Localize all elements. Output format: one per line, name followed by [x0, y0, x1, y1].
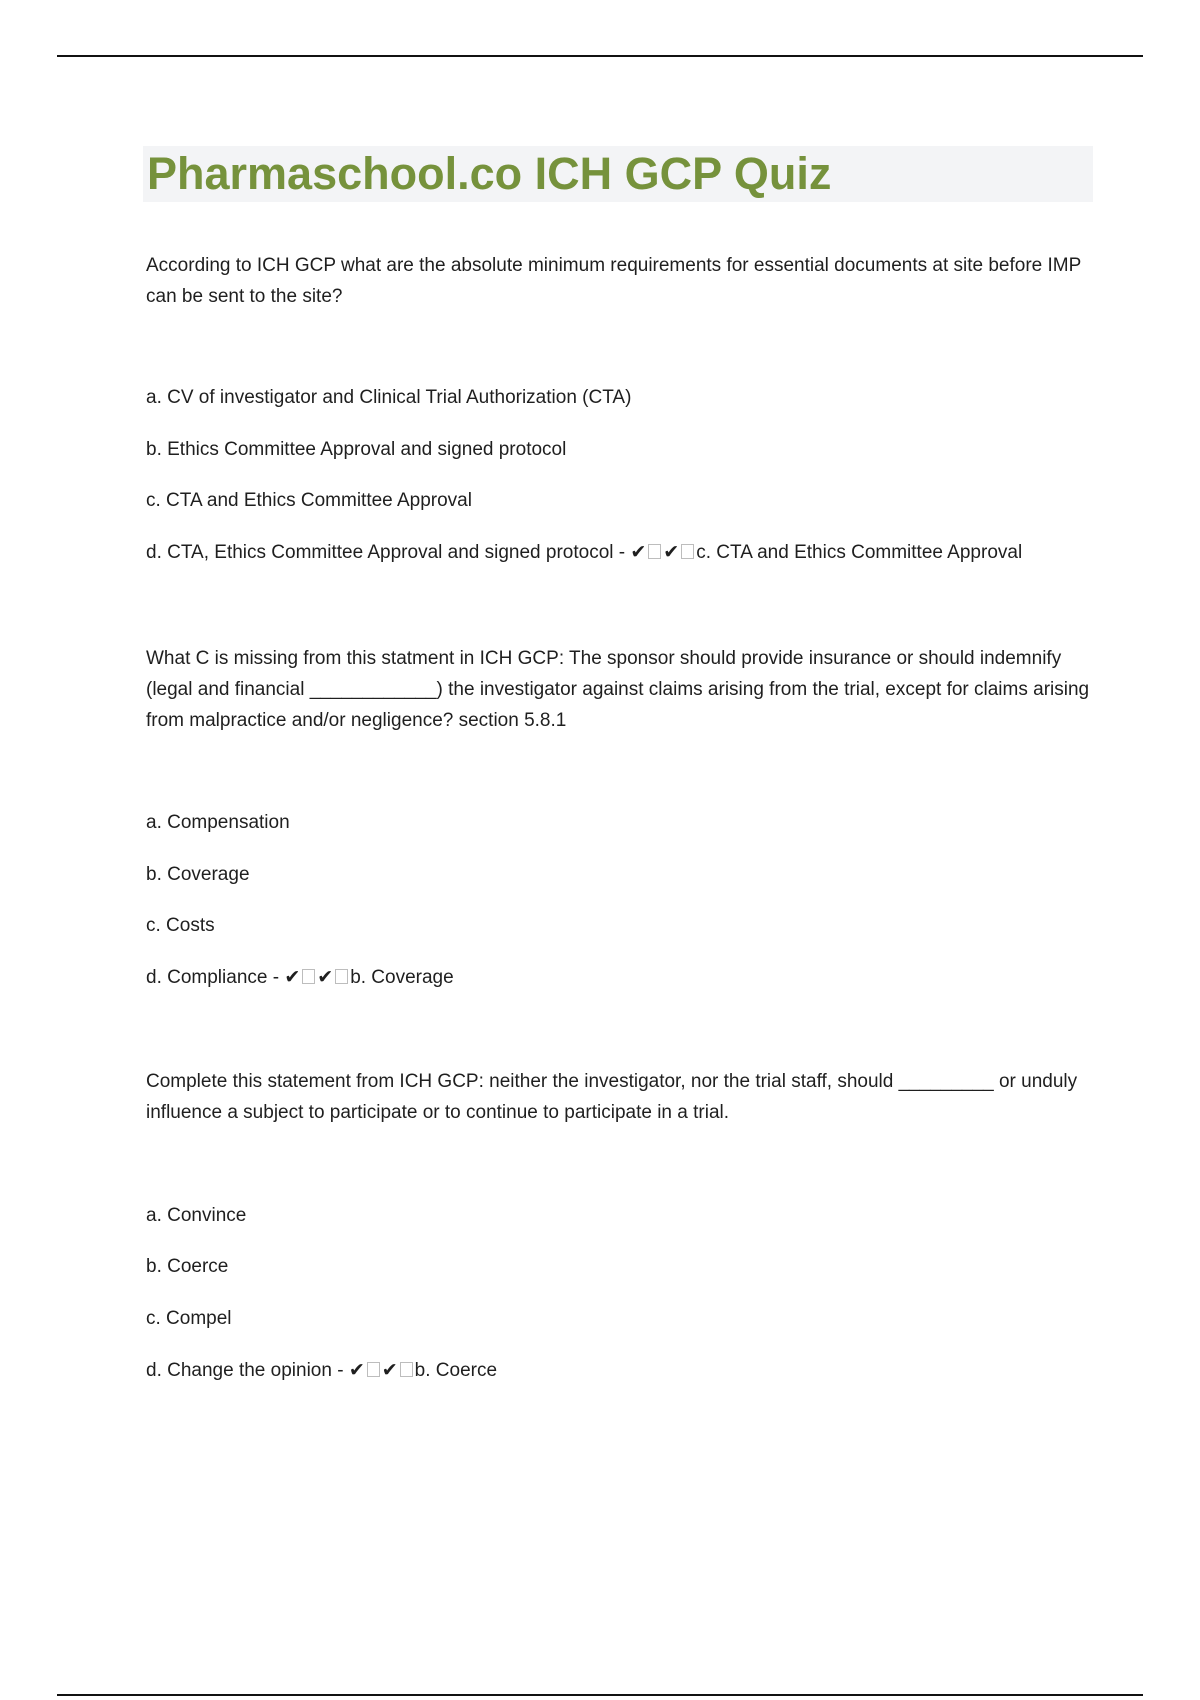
check-icon: ✔ [630, 542, 647, 563]
q1-option-a: a. CV of investigator and Clinical Trial Authorization (CTA) [146, 387, 632, 408]
q1-option-c: c. CTA and Ethics Committee Approval [146, 490, 472, 511]
q2-option-a: a. Compensation [146, 812, 290, 833]
page-title: Pharmaschool.co ICH GCP Quiz [147, 148, 832, 199]
box-icon [367, 1362, 380, 1377]
question-1 [146, 250, 1096, 312]
check-icon: ✔ [348, 1360, 365, 1381]
answer-text: b. Coverage [350, 967, 454, 988]
question-text: Complete this statement from ICH GCP: neither the investigator, nor the trial staff, should _________ or unduly influence a subject to participate or to continue to participate in a trial. [146, 1071, 1078, 1123]
option-text: d. Compliance - [146, 967, 285, 988]
q3-option-c: c. Compel [146, 1308, 232, 1329]
box-icon [681, 544, 694, 559]
box-icon [335, 969, 348, 984]
q2-option-c: c. Costs [146, 915, 215, 936]
box-icon [400, 1362, 413, 1377]
option-text: d. CTA, Ethics Committee Approval and signed protocol - [146, 542, 631, 563]
box-icon [648, 544, 661, 559]
answer-text: b. Coerce [414, 1360, 498, 1381]
question-text: What C is missing from this statment in ICH GCP: The sponsor should provide insurance or should indemnify (legal and financial ____________) the investigator against claims arising from the trial, except for claims arising from malpractice and/or negligence? section 5.8.1 [146, 648, 1090, 731]
top-rule [57, 55, 1143, 57]
check-icon: ✔ [284, 967, 301, 988]
box-icon [302, 969, 315, 984]
q1-option-d [146, 540, 1022, 566]
q3-option-d [146, 1358, 497, 1384]
option-text: d. Change the opinion - [146, 1360, 349, 1381]
q3-option-a: a. Convince [146, 1205, 247, 1226]
check-icon: ✔ [663, 542, 680, 563]
answer-text: c. CTA and Ethics Committee Approval [696, 542, 1023, 563]
check-icon: ✔ [317, 967, 334, 988]
q2-option-d [146, 965, 454, 991]
question-3 [146, 1066, 1096, 1128]
q2-option-b: b. Coverage [146, 864, 250, 885]
question-text: According to ICH GCP what are the absolute minimum requirements for essential documents at site before IMP can be sent to the site? [146, 255, 1081, 307]
bottom-rule [57, 1694, 1143, 1696]
q1-option-b: b. Ethics Committee Approval and signed protocol [146, 439, 567, 460]
question-2 [146, 643, 1096, 736]
check-icon: ✔ [381, 1360, 398, 1381]
q3-option-b: b. Coerce [146, 1256, 229, 1277]
